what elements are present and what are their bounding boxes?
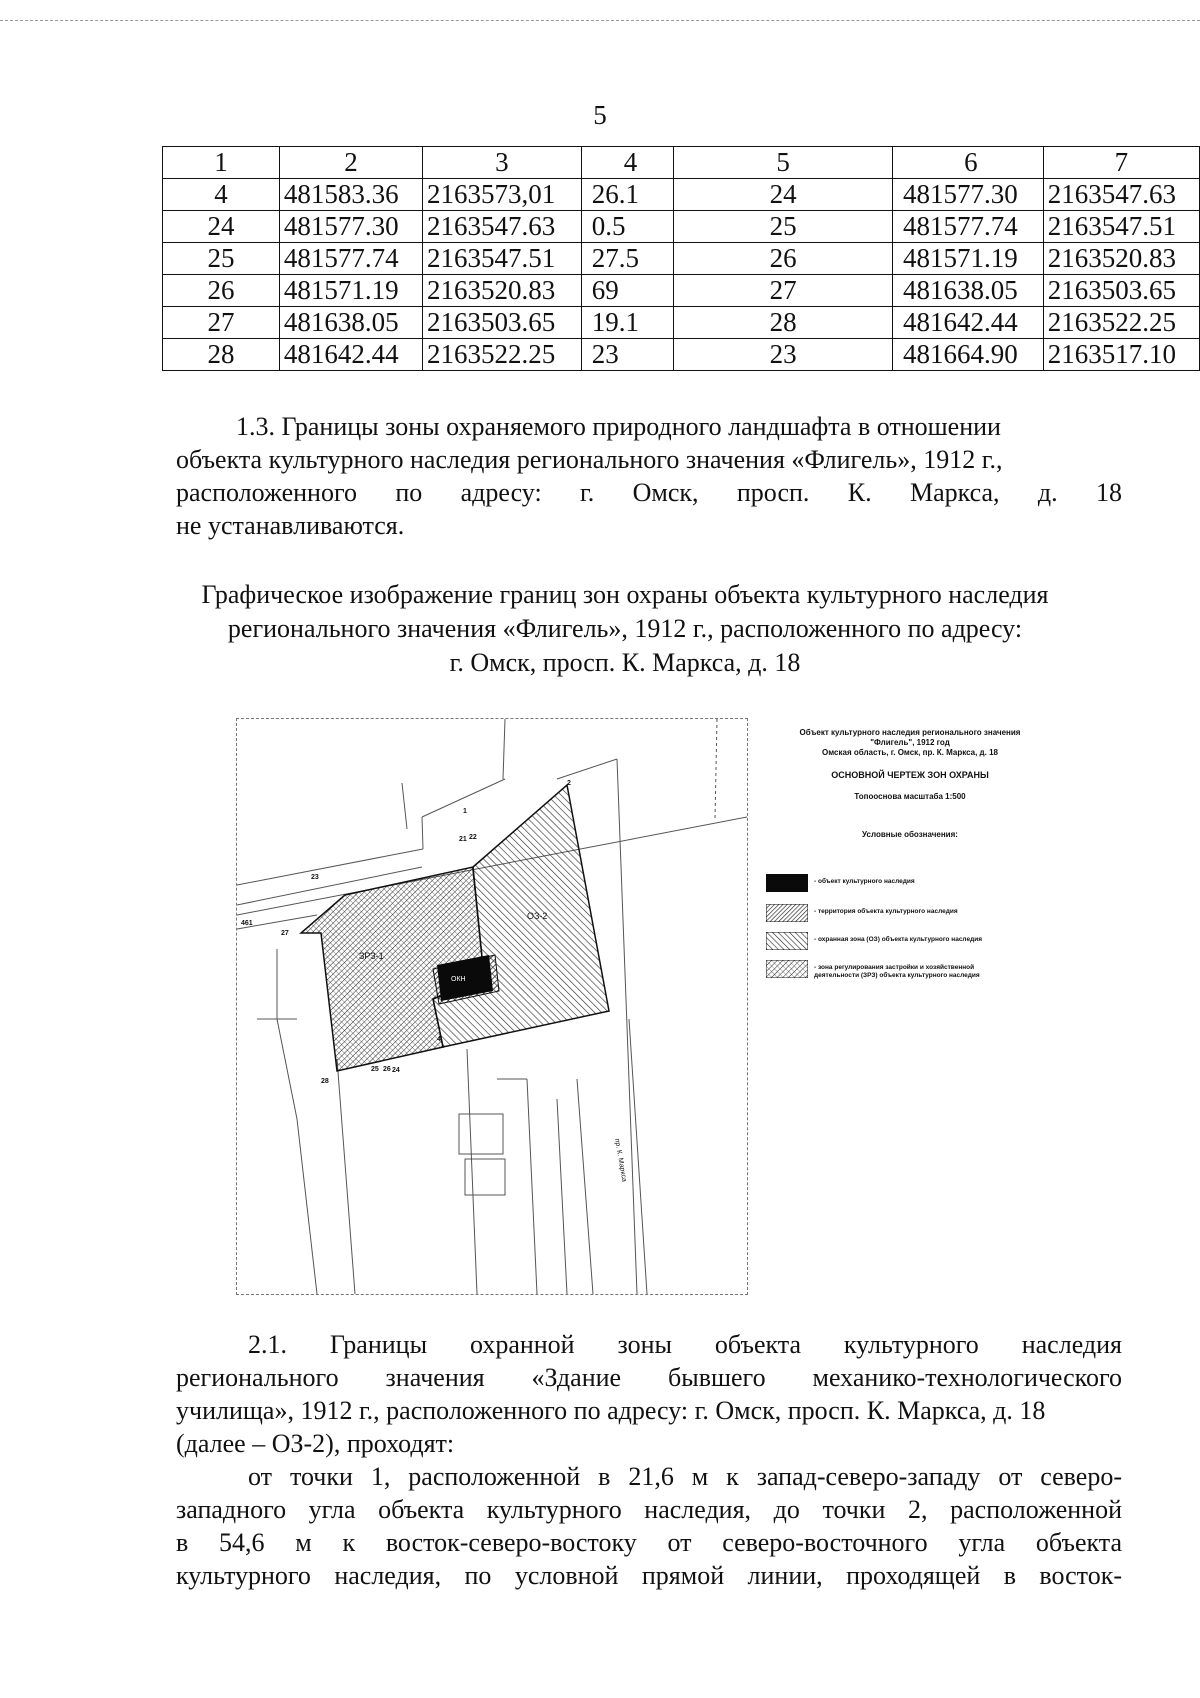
table-cell: 25 (163, 243, 280, 275)
table-cell: 23 (674, 339, 893, 371)
section-2-1-line-5: от точки 1, расположенной в 21,6 м к запад-северо-западу от северо- (248, 1462, 1122, 1491)
point-label: 4 (437, 1036, 441, 1043)
point-label: 25 (371, 1066, 379, 1073)
table-cell: 481571.19 (279, 275, 422, 307)
table-header-cell: 3 (423, 147, 582, 179)
table-row (163, 307, 1200, 339)
table-header-cell: 4 (581, 147, 673, 179)
caption-line-2: регионального значения «Флигель», 1912 г., расположенного по адресу: (227, 614, 1023, 643)
legend-item-territory (766, 904, 1066, 922)
zrz-zone-label: ЗРЗ-1 (359, 951, 384, 961)
point-label: 2 (567, 780, 571, 787)
table-row (163, 339, 1200, 371)
protection-zones-map (236, 718, 748, 1295)
table-cell: 481577.30 (892, 179, 1043, 211)
section-2-1-line-2: регионального значения «Здание бывшего механико-технологического (176, 1363, 1122, 1392)
table-header-cell: 7 (1043, 147, 1199, 179)
table-header-cell: 6 (892, 147, 1043, 179)
legend-swatch-object (766, 874, 808, 892)
table-cell: 481577.74 (279, 243, 422, 275)
table-cell: 2163547.63 (423, 211, 582, 243)
legend-label-line-2: деятельности (ЗРЗ) объекта культурного наследия (814, 972, 980, 979)
table-cell: 4 (163, 179, 280, 211)
legend-swatch-territory (766, 904, 808, 922)
legend-swatch-oz (766, 932, 808, 950)
point-label: 1 (463, 808, 467, 815)
legend-label-line-1: - зона регулирования застройки и хозяйственной (814, 964, 975, 971)
page-number: 5 (593, 100, 607, 130)
point-label: 26 (383, 1066, 391, 1073)
table-cell: 2163573,01 (423, 179, 582, 211)
legend-swatch-zrz (766, 960, 808, 978)
table-cell: 481577.74 (892, 211, 1043, 243)
table-row (163, 243, 1200, 275)
table-cell: 2163522.25 (1043, 307, 1199, 339)
table-cell: 27 (674, 275, 893, 307)
table-header-cell: 5 (674, 147, 893, 179)
table-cell: 481638.05 (279, 307, 422, 339)
table-cell: 28 (674, 307, 893, 339)
legend-scale: Топооснова масштаба 1:500 (854, 792, 966, 801)
table-header-row (163, 147, 1200, 179)
legend-label: - охранная зона (ОЗ) объекта культурного наследия (814, 936, 983, 943)
table-cell: 481664.90 (892, 339, 1043, 371)
point-label: 23 (311, 874, 319, 881)
legend-title-1: Объект культурного наследия регионального значения (799, 728, 1021, 737)
table-cell: 26 (674, 243, 893, 275)
section-2-1-line-3: училища», 1912 г., расположенного по адресу: г. Омск, просп. К. Маркса, д. 18 (176, 1396, 1046, 1425)
legend-item-object (766, 874, 1066, 892)
table-row (163, 211, 1200, 243)
scan-top-edge (0, 20, 1200, 21)
legend-title-3: Омская область, г. Омск, пр. К. Маркса, д. 18 (822, 748, 998, 757)
table-cell: 481583.36 (279, 179, 422, 211)
table-cell: 23 (581, 339, 673, 371)
table-cell: 28 (163, 339, 280, 371)
section-2-1-line-6: западного угла объекта культурного наследия, до точки 2, расположенной (176, 1495, 1122, 1524)
table-cell: 481642.44 (892, 307, 1043, 339)
point-label: 22 (469, 834, 477, 841)
section-2-1-line-4: (далее – ОЗ-2), проходят: (176, 1429, 455, 1458)
table-row (163, 275, 1200, 307)
point-label: 24 (392, 1067, 400, 1074)
table-cell: 25 (674, 211, 893, 243)
side-label: 461 (241, 920, 253, 927)
table-cell: 481577.30 (279, 211, 422, 243)
table-header-cell: 1 (163, 147, 280, 179)
table-cell: 24 (163, 211, 280, 243)
section-1-3-line-1: 1.3. Границы зоны охраняемого природного ландшафта в отношении (236, 412, 1001, 441)
table-cell: 2163547.63 (1043, 179, 1199, 211)
table-cell: 2163547.51 (423, 243, 582, 275)
legend-item-oz (766, 932, 1066, 950)
point-label: 21 (459, 836, 467, 843)
legend-symbols-title: Условные обозначения: (862, 830, 958, 839)
table-cell: 27.5 (581, 243, 673, 275)
coordinates-table (162, 146, 1200, 371)
table-cell: 481642.44 (279, 339, 422, 371)
legend-title-2: "Флигель", 1912 год (870, 738, 950, 747)
table-cell: 2163503.65 (423, 307, 582, 339)
oz-zone-label: ОЗ-2 (527, 911, 548, 921)
legend-drawing-title: ОСНОВНОЙ ЧЕРТЕЖ ЗОН ОХРАНЫ (831, 770, 989, 780)
table-cell: 26 (163, 275, 280, 307)
section-2-1-line-7: в 54,6 м к восток-северо-востоку от северо-восточного угла объекта (176, 1528, 1122, 1557)
table-cell: 2163520.83 (1043, 243, 1199, 275)
point-label: 28 (321, 1078, 329, 1085)
map-drawing (237, 719, 747, 1294)
table-cell: 2163522.25 (423, 339, 582, 371)
section-2-1-line-8: культурного наследия, по условной прямой линии, проходящей в восток- (176, 1561, 1122, 1590)
table-cell: 19.1 (581, 307, 673, 339)
legend-label (814, 964, 1064, 980)
table-cell: 69 (581, 275, 673, 307)
point-label: 27 (281, 930, 289, 937)
figure-caption (150, 578, 1100, 680)
table-cell: 27 (163, 307, 280, 339)
section-1-3-line-4: не устанавливаются. (176, 511, 405, 540)
table-cell: 24 (674, 179, 893, 211)
caption-line-1: Графическое изображение границ зон охраны объекта культурного наследия (201, 580, 1049, 609)
object-label: ОКН (451, 976, 466, 983)
table-cell: 0.5 (581, 211, 673, 243)
legend-label: - территория объекта культурного наследия (814, 908, 958, 915)
table-cell: 2163547.51 (1043, 211, 1199, 243)
section-1-3-line-2: объекта культурного наследия регионального значения «Флигель», 1912 г., (176, 445, 1003, 474)
legend-item-zrz (766, 960, 1066, 978)
table-cell: 2163503.65 (1043, 275, 1199, 307)
table-cell: 481638.05 (892, 275, 1043, 307)
table-cell: 2163517.10 (1043, 339, 1199, 371)
street-label: пр. К. Маркса (613, 1138, 628, 1183)
section-2-1-line-1: 2.1. Границы охранной зоны объекта культурного наследия (248, 1330, 1122, 1359)
section-1-3-line-3: расположенного по адресу: г. Омск, просп. К. Маркса, д. 18 (176, 478, 1122, 507)
legend-label: - объект культурного наследия (814, 878, 915, 885)
table-cell: 481571.19 (892, 243, 1043, 275)
table-cell: 26.1 (581, 179, 673, 211)
table-cell: 2163520.83 (423, 275, 582, 307)
caption-line-3: г. Омск, просп. К. Маркса, д. 18 (449, 648, 801, 677)
table-row (163, 179, 1200, 211)
table-header-cell: 2 (279, 147, 422, 179)
